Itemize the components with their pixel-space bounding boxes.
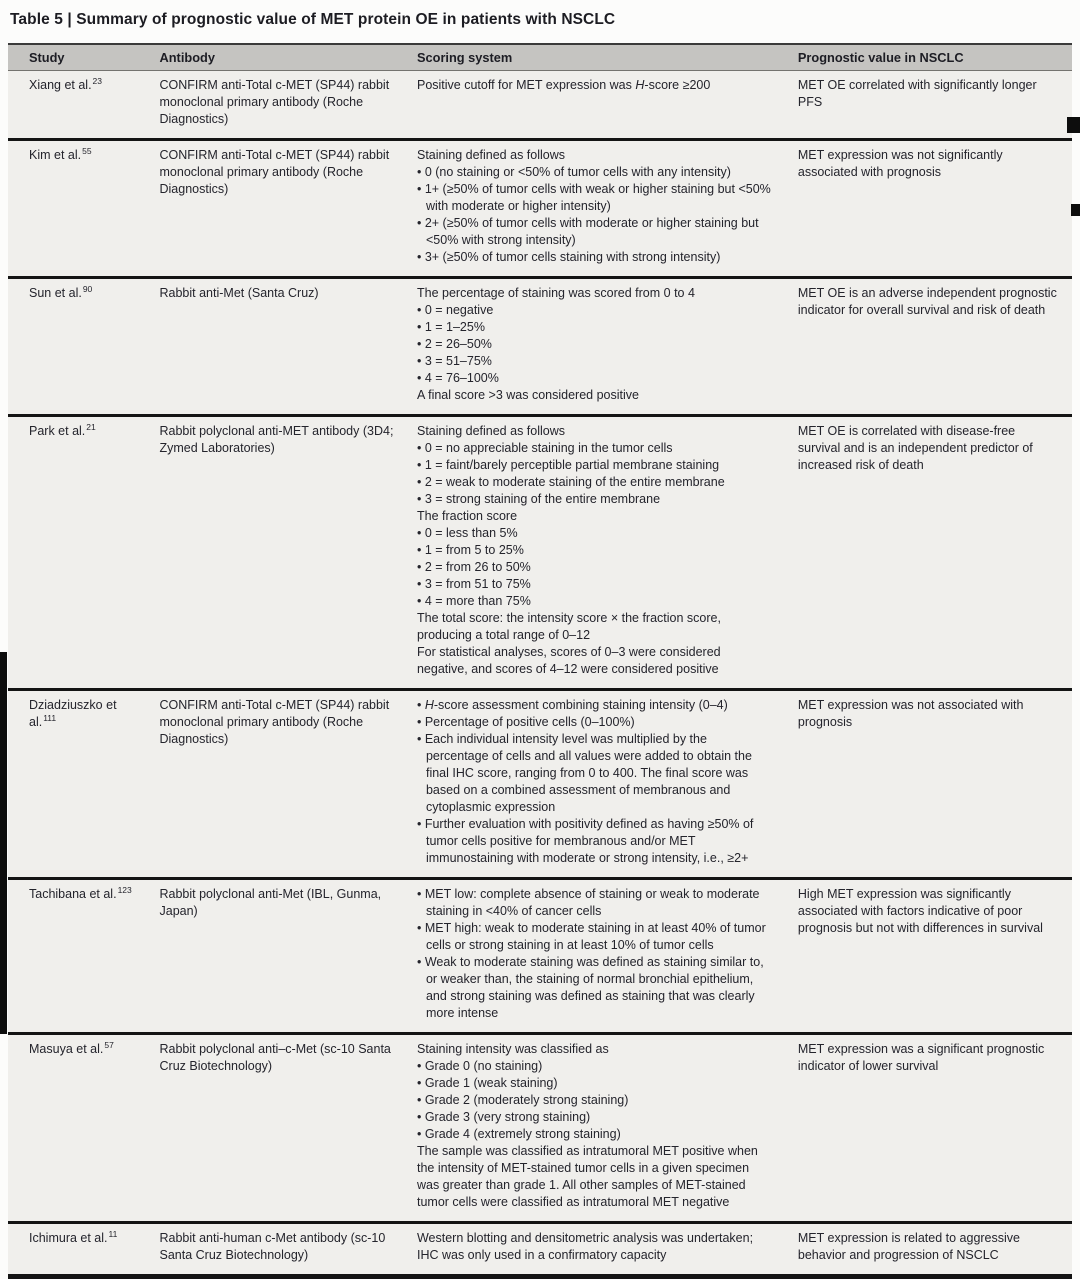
scoring-text-line: Positive cutoff for MET expression was H-score ≥200 bbox=[416, 78, 711, 92]
prognostic-value-cell: MET expression is related to aggressive behavior and progression of NSCLC bbox=[797, 1231, 1020, 1262]
study-cell bbox=[8, 71, 150, 140]
scoring-system-cell bbox=[407, 278, 788, 416]
reference-superscript: 57 bbox=[104, 1040, 114, 1050]
scoring-text-line: The sample was classified as intratumoral MET positive when the intensity of MET-stained tumor cells in a given specimen was greater than grade 1. All other samples of MET-stained tumor cells were classified as intratumoral MET negative bbox=[416, 1144, 758, 1209]
scoring-text-line: Staining defined as follows bbox=[416, 148, 565, 162]
scoring-bullet-item: • Weak to moderate staining was defined as staining similar to, or weaker than, the staining of normal bronchial epithelium, and strong staining was defined as staining that was clearly more intense bbox=[416, 955, 764, 1020]
scoring-bullet-item: • 0 (no staining or <50% of tumor cells with any intensity) bbox=[416, 165, 731, 179]
prognostic-value-cell: MET expression was a significant prognostic indicator of lower survival bbox=[797, 1042, 1045, 1073]
study-cell bbox=[8, 879, 150, 1034]
scoring-text-line: Western blotting and densitometric analysis was undertaken; IHC was only used in a confirmatory capacity bbox=[416, 1231, 754, 1262]
scoring-system-cell bbox=[407, 416, 788, 690]
antibody-cell: CONFIRM anti-Total c-MET (SP44) rabbit monoclonal primary antibody (Roche Diagnostics) bbox=[159, 148, 390, 196]
study-cell bbox=[8, 1223, 150, 1277]
scan-artifact-right-mark bbox=[1071, 204, 1080, 216]
study-name: Park et al. bbox=[29, 424, 86, 438]
scoring-bullet-item: • 2+ (≥50% of tumor cells with moderate or higher staining but <50% with strong intensity) bbox=[416, 216, 759, 247]
scoring-system-cell bbox=[407, 1034, 788, 1223]
table-row bbox=[8, 690, 1072, 879]
column-header-study: Study bbox=[29, 50, 65, 65]
table-row bbox=[8, 140, 1072, 278]
study-cell bbox=[8, 416, 150, 690]
scoring-text-line: Staining intensity was classified as bbox=[416, 1042, 609, 1056]
scoring-bullet-item: • H-score assessment combining staining intensity (0–4) bbox=[416, 698, 728, 712]
study-cell bbox=[8, 1034, 150, 1223]
scoring-bullet-item: • 3 = 51–75% bbox=[416, 354, 492, 368]
scoring-bullet-item: • 2 = from 26 to 50% bbox=[416, 560, 531, 574]
scoring-bullet-item: • Grade 3 (very strong staining) bbox=[416, 1110, 591, 1124]
scoring-bullet-item: • 1 = 1–25% bbox=[416, 320, 485, 334]
prognostic-value-cell: MET expression was not significantly associated with prognosis bbox=[797, 148, 1003, 179]
antibody-cell: Rabbit polyclonal anti–c-Met (sc-10 Santa Cruz Biotechnology) bbox=[159, 1042, 391, 1073]
study-cell bbox=[8, 690, 150, 879]
study-cell bbox=[8, 278, 150, 416]
scoring-bullet-item: • Grade 4 (extremely strong staining) bbox=[416, 1127, 621, 1141]
scoring-system-cell bbox=[407, 140, 788, 278]
table-title: Table 5 | Summary of prognostic value of MET protein OE in patients with NSCLC bbox=[10, 11, 616, 28]
prognostic-value-cell: MET OE is an adverse independent prognostic indicator for overall survival and risk of death bbox=[797, 286, 1057, 317]
scoring-bullet-item: • 2 = weak to moderate staining of the entire membrane bbox=[416, 475, 725, 489]
scoring-bullet-item: • 1 = faint/barely perceptible partial membrane staining bbox=[416, 458, 720, 472]
study-name: Tachibana et al. bbox=[29, 887, 117, 901]
study-name: Xiang et al. bbox=[29, 78, 92, 92]
scoring-bullet-item: • 3 = from 51 to 75% bbox=[416, 577, 531, 591]
scoring-bullet-item: • Further evaluation with positivity defined as having ≥50% of tumor cells positive for membranous and/or MET immunostaining with moderate or strong intensity, i.e., ≥2+ bbox=[416, 817, 754, 865]
scoring-text-line: The percentage of staining was scored from 0 to 4 bbox=[416, 286, 695, 300]
column-header-scoring-system: Scoring system bbox=[416, 50, 513, 65]
reference-superscript: 11 bbox=[108, 1229, 118, 1239]
scoring-bullet-item: • 3+ (≥50% of tumor cells staining with strong intensity) bbox=[416, 250, 721, 264]
scan-artifact-left-bar bbox=[0, 652, 7, 1034]
column-header-antibody: Antibody bbox=[159, 50, 215, 65]
table-row bbox=[8, 1223, 1072, 1277]
reference-superscript: 21 bbox=[86, 422, 96, 432]
scoring-text-line: For statistical analyses, scores of 0–3 were considered negative, and scores of 4–12 were considered positive bbox=[416, 645, 721, 676]
scoring-bullet-item: • Grade 2 (moderately strong staining) bbox=[416, 1093, 629, 1107]
antibody-cell: CONFIRM anti-Total c-MET (SP44) rabbit monoclonal primary antibody (Roche Diagnostics) bbox=[159, 78, 390, 126]
table-row bbox=[8, 879, 1072, 1034]
reference-superscript: 111 bbox=[43, 713, 57, 723]
scoring-system-cell bbox=[407, 879, 788, 1034]
antibody-cell: Rabbit polyclonal anti-MET antibody (3D4; Zymed Laboratories) bbox=[159, 424, 394, 455]
scoring-system-cell bbox=[407, 71, 788, 140]
scan-artifact-right-mark bbox=[1067, 117, 1080, 133]
table-row bbox=[8, 278, 1072, 416]
study-name: Sun et al. bbox=[29, 286, 82, 300]
scoring-text-line: The total score: the intensity score × the fraction score, producing a total range of 0–12 bbox=[416, 611, 721, 642]
prognostic-value-cell: MET expression was not associated with prognosis bbox=[797, 698, 1024, 729]
prognostic-value-cell: High MET expression was significantly associated with factors indicative of poor prognosis but not with differences in survival bbox=[797, 887, 1043, 935]
table-row bbox=[8, 71, 1072, 140]
scoring-bullet-item: • 4 = more than 75% bbox=[416, 594, 531, 608]
column-header-prognostic-value: Prognostic value in NSCLC bbox=[797, 50, 964, 65]
prognostic-summary-table bbox=[8, 43, 1072, 1279]
reference-superscript: 55 bbox=[82, 146, 92, 156]
reference-superscript: 23 bbox=[92, 76, 103, 86]
table-row bbox=[8, 416, 1072, 690]
scoring-bullet-item: • 0 = less than 5% bbox=[416, 526, 518, 540]
scoring-text-line: The fraction score bbox=[416, 509, 518, 523]
scoring-bullet-item: • MET high: weak to moderate staining in at least 40% of tumor cells or strong staining in at least 10% of tumor cells bbox=[416, 921, 766, 952]
scoring-bullet-item: • Each individual intensity level was multiplied by the percentage of cells and all values were added to obtain the final IHC score, ranging from 0 to 400. The final score was based on a combined assessment of membranous and cytoplasmic expression bbox=[416, 732, 752, 814]
prognostic-value-cell: MET OE correlated with significantly longer PFS bbox=[797, 78, 1037, 109]
scoring-system-cell bbox=[407, 1223, 788, 1277]
scoring-bullet-item: • 0 = no appreciable staining in the tumor cells bbox=[416, 441, 673, 455]
antibody-cell: Rabbit anti-human c-Met antibody (sc-10 Santa Cruz Biotechnology) bbox=[159, 1231, 386, 1262]
table-row bbox=[8, 1034, 1072, 1223]
header-row bbox=[8, 44, 1072, 71]
scoring-bullet-item: • 1+ (≥50% of tumor cells with weak or higher staining but <50% with moderate or higher intensity) bbox=[416, 182, 771, 213]
study-name: Masuya et al. bbox=[29, 1042, 104, 1056]
study-cell bbox=[8, 140, 150, 278]
study-name: Ichimura et al. bbox=[29, 1231, 108, 1245]
table-header bbox=[8, 44, 1072, 71]
scoring-bullet-item: • 1 = from 5 to 25% bbox=[416, 543, 524, 557]
scoring-bullet-item: • 3 = strong staining of the entire membrane bbox=[416, 492, 661, 506]
study-name: Kim et al. bbox=[29, 148, 82, 162]
antibody-cell: Rabbit polyclonal anti-Met (IBL, Gunma, Japan) bbox=[159, 887, 382, 918]
reference-superscript: 90 bbox=[82, 284, 93, 294]
scoring-bullet-item: • Percentage of positive cells (0–100%) bbox=[416, 715, 635, 729]
scoring-bullet-item: • 0 = negative bbox=[416, 303, 494, 317]
scoring-bullet-item: • 2 = 26–50% bbox=[416, 337, 492, 351]
antibody-cell: Rabbit anti-Met (Santa Cruz) bbox=[159, 286, 319, 300]
scoring-text-line: A final score >3 was considered positive bbox=[416, 388, 639, 402]
scoring-system-cell bbox=[407, 690, 788, 879]
scoring-bullet-item: • Grade 0 (no staining) bbox=[416, 1059, 543, 1073]
antibody-cell: CONFIRM anti-Total c-MET (SP44) rabbit monoclonal primary antibody (Roche Diagnostics) bbox=[159, 698, 390, 746]
scoring-bullet-item: • 4 = 76–100% bbox=[416, 371, 499, 385]
reference-superscript: 123 bbox=[117, 885, 132, 895]
scoring-text-line: Staining defined as follows bbox=[416, 424, 565, 438]
prognostic-value-cell: MET OE is correlated with disease-free survival and is an independent predictor of increased risk of death bbox=[797, 424, 1033, 472]
table-body bbox=[8, 71, 1072, 1277]
study-name: Dziadziuszko et al. bbox=[29, 698, 117, 729]
scoring-bullet-item: • MET low: complete absence of staining or weak to moderate staining in <40% of cancer cells bbox=[416, 887, 760, 918]
scoring-bullet-item: • Grade 1 (weak staining) bbox=[416, 1076, 558, 1090]
